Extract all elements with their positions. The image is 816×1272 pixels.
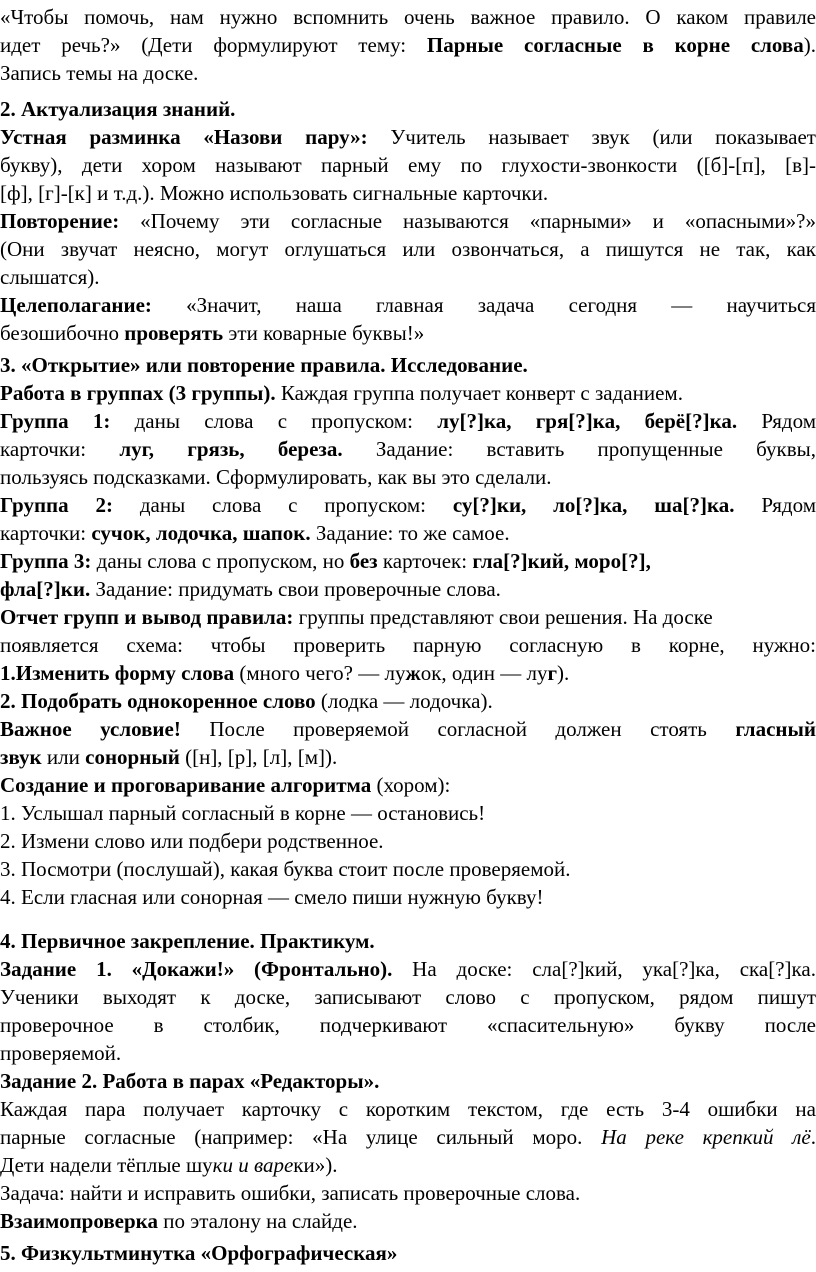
text-line [0,351,816,379]
text-line [0,927,816,955]
text-segment: Работа в группах (3 группы). [0,381,276,405]
text-segment: (Они звучат неясно, могут оглушаться или озвончаться, а пишутся не так, как [0,237,816,261]
text-line [0,1207,816,1235]
text-segment: сонорный [85,745,180,769]
text-line [0,659,816,687]
text-segment: 2. Актуализация знаний. [0,97,236,121]
text-line [0,95,816,123]
text-segment: г [547,661,558,685]
text-segment: ж [405,661,421,685]
text-segment: даны слова с пропуском, но [91,549,350,573]
text-segment: Задание: то же самое. [310,521,510,545]
text-line [0,1039,816,1067]
text-segment: 2. Подобрать однокоренное слово [0,689,316,713]
text-segment: Создание и проговаривание алгоритма [0,773,372,797]
text-segment: Дети надели тёплые шу [0,1153,213,1177]
text-segment: «Почему эти согласные называются «парными» и «опасными»?» [119,209,816,233]
text-segment: Задание 1. «Докажи!» (Фронтально). [0,957,393,981]
text-line [0,855,816,883]
text-segment: Группа 3: [0,549,92,573]
text-segment: ки»). [293,1153,338,1177]
text-line [0,463,816,491]
text-segment: Каждая группа получает конверт с заданием. [275,381,683,405]
text-segment: 3. «Открытие» или повторение правила. Исследование. [0,353,528,377]
text-line [0,207,816,235]
text-line [0,3,816,31]
text-line [0,1179,816,1207]
text-segment: парные согласные (например: «На улице сильный моро. [0,1125,602,1149]
text-segment: слышатся). [0,265,100,289]
text-segment: ). [557,661,570,685]
text-segment: су[?]ки, ло[?]ка, ша[?]ка. [452,493,735,517]
text-segment: Взаимопроверка [0,1209,158,1233]
text-line [0,715,816,743]
text-line [0,59,816,87]
text-segment: Учитель называет звук (или показывает [367,125,816,149]
text-segment: даны слова с пропуском: [112,493,453,517]
text-segment: После проверяемой согласной должен стоять [180,717,736,741]
text-line [0,771,816,799]
text-segment: сучок, лодочка, шапок. [91,521,311,545]
text-line [0,547,816,575]
text-segment: даны слова с пропуском: [110,409,438,433]
text-segment: идет речь?» (Дети формулируют тему: [0,33,427,57]
text-line [0,827,816,855]
text-line [0,575,816,603]
text-line [0,179,816,207]
text-line [0,743,816,771]
text-line [0,519,816,547]
text-segment: Отчет групп и вывод правила: [0,605,294,629]
text-line [0,31,816,59]
text-segment: гласный [735,717,816,741]
text-segment: эти коварные буквы!» [223,321,425,345]
text-segment: Запись темы на доске. [0,61,199,85]
text-segment: Важное условие! [0,717,181,741]
text-segment: На реке крепкий лё [601,1125,811,1149]
text-segment: фла[?]ки. [0,577,91,601]
text-line [0,1095,816,1123]
text-segment: Задание: вставить пропущенные буквы, [342,437,816,461]
text-line [0,407,816,435]
text-segment: «Чтобы помочь, нам нужно вспомнить очень важное правило. О каком правиле [0,5,816,29]
text-line [0,123,816,151]
text-segment: луг, грязь, береза. [119,437,343,461]
text-segment: появляется схема: чтобы проверить парную согласную в корне, нужно: [0,633,816,657]
text-line [0,955,816,983]
text-segment: Устная разминка «Назови пару»: [0,125,368,149]
text-segment: На доске: сла[?]кий, ука[?]ка, ска[?]ка. [392,957,816,981]
text-segment: Группа 2: [0,493,113,517]
text-line [0,883,816,911]
text-line [0,263,816,291]
text-line [0,631,816,659]
text-line [0,1067,816,1095]
text-line [0,379,816,407]
text-segment: 1. Услышал парный согласный в корне — остановись! [0,801,486,825]
text-line [0,319,816,347]
text-segment: (хором): [371,773,451,797]
text-segment: 1.Изменить форму слова [0,661,235,685]
text-segment: 4. Первичное закрепление. Практикум. [0,929,375,953]
text-segment: звук [0,745,42,769]
text-segment: Повторение: [0,209,120,233]
text-segment: Рядом [737,409,816,433]
text-segment: Каждая пара получает карточку с коротким текстом, где есть 3-4 ошибки на [0,1097,816,1121]
text-line [0,291,816,319]
text-line [0,1011,816,1039]
text-line [0,983,816,1011]
text-segment: ки и варе [212,1153,294,1177]
text-segment: 5. Физкультминутка «Орфографическая» [0,1241,398,1265]
text-segment: лу[?]ка, гря[?]ка, берё[?]ка. [437,409,738,433]
text-segment: карточки: [0,437,120,461]
text-segment: гла[?]кий, моро[?], [472,549,651,573]
text-segment: по эталону на слайде. [157,1209,358,1233]
text-line [0,1123,816,1151]
text-segment: . [810,1125,816,1149]
text-segment: Задание 2. Работа в парах «Редакторы». [0,1069,380,1093]
text-segment: Целеполагание: [0,293,152,317]
text-segment: Задание: придумать свои проверочные слова. [90,577,501,601]
text-line [0,603,816,631]
text-line [0,1151,816,1179]
text-segment: Ученики выходят к доске, записывают слово с пропуском, рядом пишут [0,985,816,1009]
text-segment: ок, один — лу [420,661,548,685]
text-segment: проверять [124,321,224,345]
text-segment: Группа 1: [0,409,111,433]
text-segment: ([н], [р], [л], [м]). [179,745,338,769]
text-segment: безошибочно [0,321,125,345]
text-line [0,687,816,715]
text-segment: Задача: найти и исправить ошибки, записать проверочные слова. [0,1181,581,1205]
text-line [0,491,816,519]
text-segment: 3. Посмотри (послушай), какая буква стоит после проверяемой. [0,857,571,881]
text-segment: [ф], [г]-[к] и т.д.). Можно использовать сигнальные карточки. [0,181,549,205]
text-segment: 2. Измени слово или подбери родственное. [0,829,384,853]
text-line [0,435,816,463]
text-segment: или [41,745,86,769]
text-segment: Рядом [734,493,816,517]
text-segment: букву), дети хором называют парный ему по глухости-звонкости ([б]-[п], [в]- [0,153,816,177]
text-segment: пользуясь подсказками. Сформулировать, как вы это сделали. [0,465,552,489]
text-segment: без [349,549,378,573]
text-line [0,151,816,179]
text-line [0,235,816,263]
text-segment: Парные согласные в корне слова [426,33,804,57]
text-segment: проверяемой. [0,1041,122,1065]
text-segment: карточки: [0,521,92,545]
text-line [0,799,816,827]
text-segment: «Значит, наша главная задача сегодня — научиться [151,293,816,317]
text-segment: группы представляют свои решения. На доске [293,605,713,629]
text-segment: 4. Если гласная или сонорная — смело пиши нужную букву! [0,885,544,909]
text-segment: (лодка — лодочка). [315,689,493,713]
text-segment: (много чего? — лу [234,661,406,685]
text-segment: проверочное в столбик, подчеркивают «спасительную» букву после [0,1013,816,1037]
text-segment: карточек: [377,549,473,573]
text-line [0,1239,816,1267]
text-segment: ). [803,33,816,57]
